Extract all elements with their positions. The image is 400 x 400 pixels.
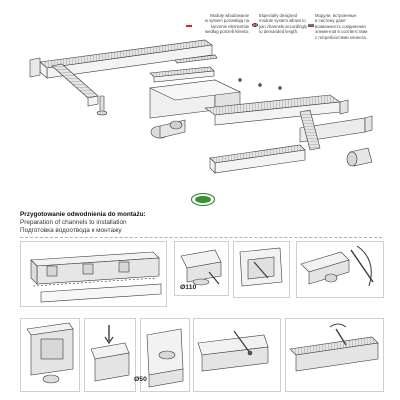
grate-locking-illustration [286,319,383,391]
caption-ru: Модули, встроенные в систему дают возможность соединения элементов в соответствии с потребностями клиента. [315,13,368,40]
step-panel-1 [20,241,167,307]
caption-pl: Moduły wbudowanie w system pozwalają na łączenie elementów według potrzeb klienta. [204,13,249,35]
section-title-en: Preparation of channels to installation [20,219,127,226]
section-title-ru: Подготовка водоотвода к монтажу [20,227,122,234]
step-panel-4 [296,241,384,298]
step-panel-9 [285,318,384,392]
brand-badge-icon [191,193,215,206]
dimension-110: Ø110 [180,284,197,291]
channel-side-view-illustration [21,242,166,306]
step-panel-3 [233,241,290,298]
step-panel-5 [20,318,80,392]
step-panel-7 [140,318,190,392]
end-cap-illustration [297,242,383,297]
pipe-elbow-illustration [194,319,280,391]
section-header [20,211,146,235]
section-title-pl: Przygotowanie odwodnienia do montażu: [20,211,146,218]
step-panel-6 [84,318,136,392]
step-panel-8 [193,318,281,392]
grate-connection-illustration [21,319,79,391]
sand-trap-illustration [141,319,189,391]
pipe-insertion-illustration [234,242,289,297]
caption-en: Especially designed module system allows to join channels accordingly to demanded length. [259,13,308,35]
dimension-50: Ø50 [134,376,147,383]
divider [20,237,382,238]
arrow-insert-illustration [85,319,135,391]
